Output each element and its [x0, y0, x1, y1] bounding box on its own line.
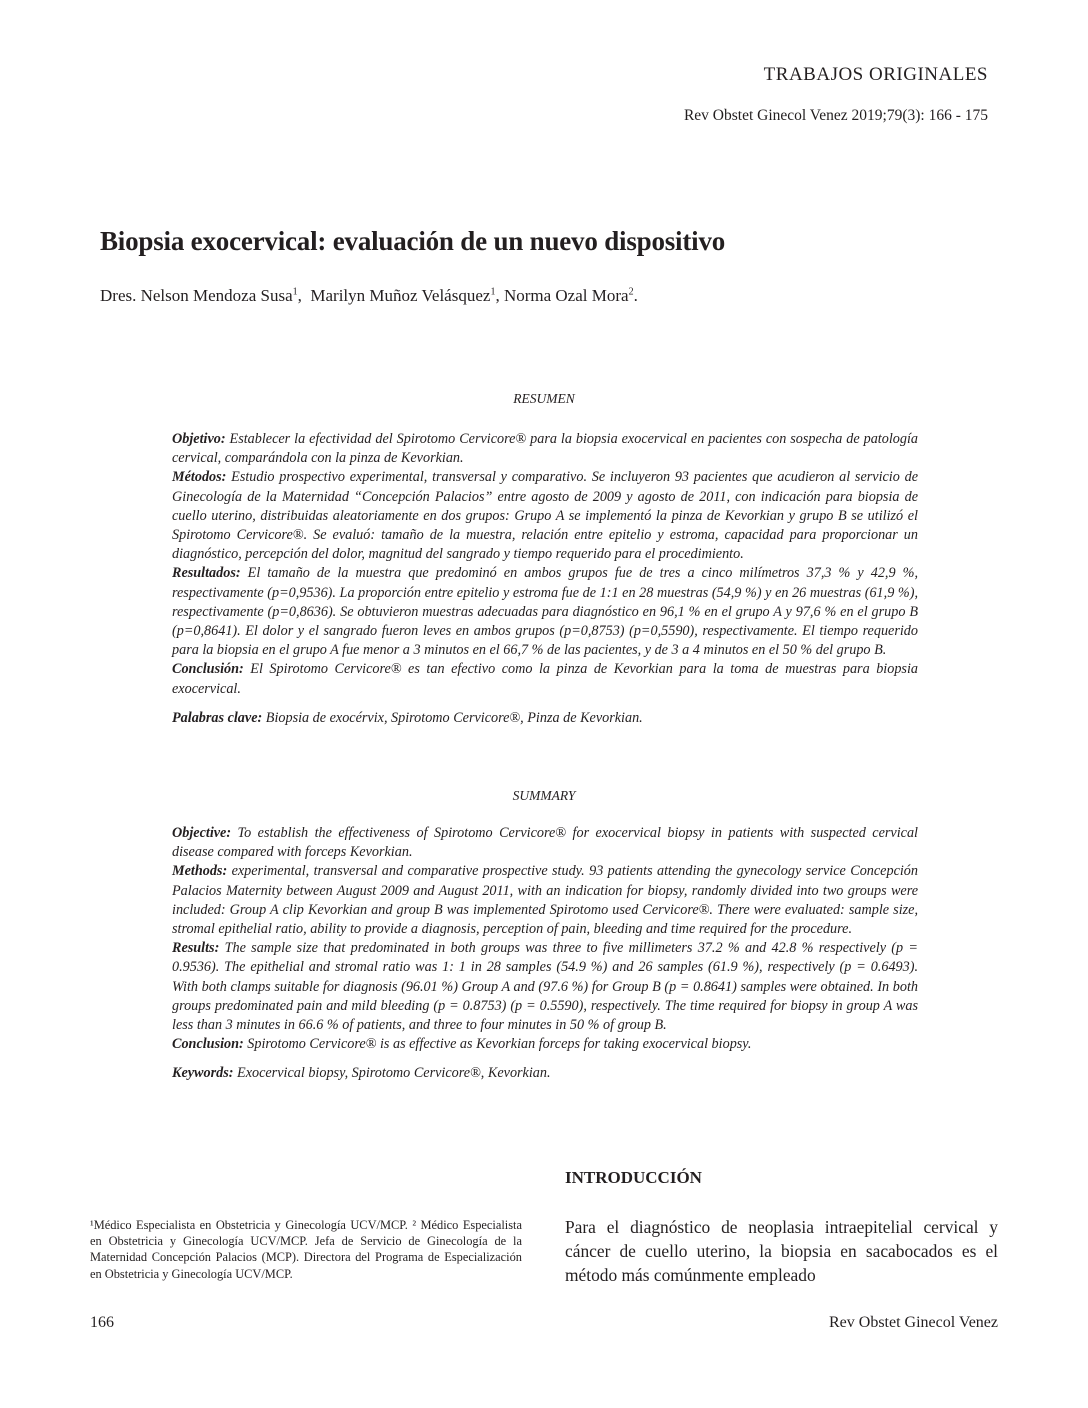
page-number: 166	[90, 1314, 114, 1331]
summary-objective	[172, 824, 918, 862]
summary-conclusion	[172, 1035, 918, 1054]
resumen-keywords	[172, 709, 918, 728]
author-list	[100, 286, 638, 306]
author-separator: .	[633, 286, 638, 305]
resumen-results	[172, 564, 918, 660]
author-affiliation-mark: 1	[490, 286, 496, 298]
journal-footer: Rev Obstet Ginecol Venez	[829, 1314, 998, 1331]
paragraph-label: Objective:	[172, 825, 232, 841]
resumen-heading: RESUMEN	[513, 391, 575, 406]
paragraph-text: The sample size that predominated in both groups was three to five millimeters 37.2 % and 42.8 % respectively (p = 0.9536). The epithelial and stromal ratio was 1: 1 in 28 samples (54.9 %) and 26 samples (61.9 %), respectively (p = 0.6493). With both clamps suitable for diagnosis (96.01 %) Group A and (97.6 %) for Group B (p = 0.8641) samples were obtained. In both groups predominated pain and mild bleeding (p = 0.8753) (p = 0.5590), respectively. The time required for biopsy in group A was less than 3 minutes in 66.6 % of patients, and three to four minutes in 50 % of group B.	[172, 940, 918, 1034]
summary-keywords	[172, 1064, 918, 1083]
affiliation-footnote: ¹Médico Especialista en Obstetricia y Ginecología UCV/MCP. ² Médico Especialista en Obstetricia y Ginecología UCV/MCP. Jefa de Servicio de Ginecología de la Maternidad Concepción Palacios (MCP). Directora del Programa de Especialización en Obstetricia y Ginecología UCV/MCP.	[90, 1218, 522, 1281]
paragraph-text: El tamaño de la muestra que predominó en ambos grupos fue de tres a cinco milímetros 37,3 % y 42,9 %, respectivamente (p=0,9536). La proporción entre epitelio y estroma fue de 1:1 en 28 muestras (54,9 %) y en 26 muestras (61,9 %), respectivamente (p=0,8636). Se obtuvieron muestras adecuadas para diagnóstico en 96,1 % en el grupo A y 97,6 % en el grupo B (p=0,8641). El dolor y el sangrado fueron leves en ambos grupos (p=0,8753) (p=0,5590), respectivamente. El tiempo requerido para la biopsia en el grupo A fue menor a 3 minutos en el 66,7 % de las pacientes, y de 3 a 4 minutos en el 50 % del grupo B.	[172, 565, 918, 659]
paragraph-label: Métodos:	[172, 469, 227, 486]
summary-abstract	[172, 824, 918, 1084]
paragraph-text: Estudio prospectivo experimental, transversal y comparativo. Se incluyeron 93 pacientes que acudieron al servicio de Ginecología de la Maternidad “Concepción Palacios” entre agosto de 2009 y agosto de 2011, con indicación para biopsia de cuello uterino, distribuidas aleatoriamente en dos grupos: Grupo A se implementó la pinza de Kevorkian y grupo B se utilizó el Spirotomo Cervicore®. Se evaluó: tamaño de la muestra, relación entre epitelio y estroma, capacidad para proporcionar un diagnóstico, percepción del dolor, magnitud del sangrado y tiempo requerido para el procedimiento.	[172, 469, 918, 563]
author-separator: ,	[297, 286, 311, 305]
paragraph-label: Conclusion:	[172, 1036, 244, 1053]
paragraph-label: Resultados:	[172, 565, 241, 582]
journal-citation: Rev Obstet Ginecol Venez 2019;79(3): 166 - 175	[683, 107, 988, 124]
introduction-heading: INTRODUCCIÓN	[565, 1168, 702, 1187]
resumen-methods	[172, 468, 918, 564]
keywords-label: Palabras clave:	[172, 709, 263, 726]
paragraph-label: Methods:	[172, 863, 228, 880]
author-name: Nelson Mendoza Susa	[140, 286, 293, 305]
paragraph-label: Conclusión:	[172, 661, 244, 678]
paragraph-text: Spirotomo Cervicore® is as effective as Kevorkian forceps for taking exocervical biopsy.	[243, 1036, 752, 1053]
author-name: Norma Ozal Mora	[503, 286, 629, 305]
author-affiliation-mark: 1	[292, 286, 298, 298]
author-separator: ,	[495, 286, 504, 305]
keywords-text: Exocervical biopsy, Spirotomo Cervicore®, Kevorkian.	[233, 1065, 551, 1082]
summary-heading: SUMMARY	[512, 788, 576, 803]
author-name: Marilyn Muñoz Velásquez	[310, 286, 491, 305]
introduction-text: Para el diagnóstico de neoplasia intraepitelial cervical y cáncer de cuello uterino, la biopsia en sacabocados es el método más comúnmente empleado	[565, 1217, 998, 1285]
keywords-label: Keywords:	[172, 1065, 234, 1082]
keywords-text: Biopsia de exocérvix, Spirotomo Cervicore®, Pinza de Kevorkian.	[262, 709, 643, 726]
summary-methods	[172, 862, 918, 939]
author-affiliation-mark: 2	[628, 286, 634, 298]
paragraph-label: Results:	[172, 940, 220, 957]
paragraph-text: El Spirotomo Cervicore® es tan efectivo como la pinza de Kevorkian para la toma de muestras para biopsia exocervical.	[172, 661, 918, 697]
article-title: Biopsia exocervical: evaluación de un nuevo dispositivo	[100, 226, 726, 256]
paragraph-text: Establecer la efectividad del Spirotomo Cervicore® para la biopsia exocervical en pacientes con sospecha de patología cervical, comparándola con la pinza de Kevorkian.	[172, 431, 918, 467]
paragraph-text: To establish the effectiveness of Spirotomo Cervicore® for exocervical biopsy in patients with suspected cervical disease compared with forceps Kevorkian.	[172, 825, 918, 861]
resumen-objective	[172, 430, 918, 468]
section-label: TRABAJOS ORIGINALES	[763, 64, 988, 85]
resumen-abstract	[172, 430, 918, 728]
resumen-conclusion	[172, 660, 918, 698]
paragraph-label: Objetivo:	[172, 431, 226, 447]
paragraph-text: experimental, transversal and comparative prospective study. 93 patients attending the gynecology service Concepción Palacios Maternity between August 2009 and August 2011, with an indication for biopsy, randomly divided into two groups were included: Group A clip Kevorkian and group B was implemented Spirotomo used Cervicore®. There were evaluated: sample size, stromal epithelial ratio, ability to provide a diagnosis, perception of pain, bleeding and time required for the procedure.	[172, 863, 918, 938]
summary-results	[172, 939, 918, 1035]
author-prefix: Dres.	[100, 286, 141, 305]
